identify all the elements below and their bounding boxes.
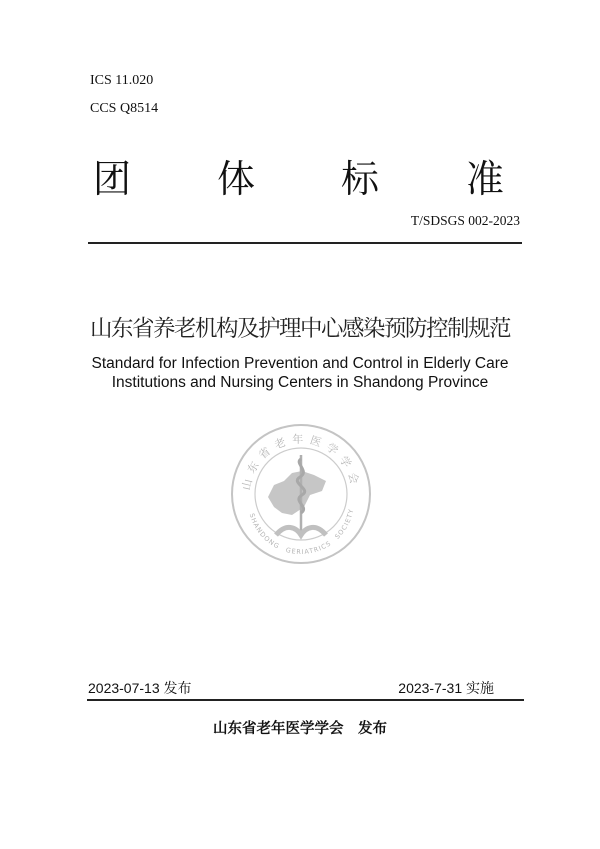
svg-text:SHANDONG GERIATRICS SOCIETY: SHANDONG GERIATRICS SOCIETY [247, 507, 356, 557]
doc-type-char-4: 准 [466, 157, 505, 201]
implementation-date: 2023-7-31 实施 [398, 680, 494, 696]
ics-code: ICS 11.020 [90, 73, 154, 88]
title-english-line-1: Standard for Infection Prevention and Control in Elderly Care [91, 355, 509, 372]
doc-type-char-2: 体 [217, 157, 256, 201]
society-emblem-icon [230, 423, 372, 565]
society-logo [230, 423, 372, 565]
top-divider [88, 242, 522, 244]
ccs-code: CCS Q8514 [90, 101, 159, 116]
doc-type-char-1: 团 [93, 157, 132, 201]
title-chinese: 山东省养老机构及护理中心感染预防控制规范 [89, 316, 510, 342]
standard-code: T/SDSGS 002-2023 [410, 213, 520, 228]
doc-type-char-3: 标 [341, 157, 380, 201]
title-english-line-2: Institutions and Nursing Centers in Shandong Province [111, 374, 489, 391]
svg-text:山东省老年医学学会: 山东省老年医学学会 [239, 432, 363, 492]
issue-date: 2023-07-13 发布 [88, 680, 192, 696]
publisher: 山东省老年医学学会 发布 [213, 721, 387, 737]
bottom-divider [87, 699, 524, 701]
